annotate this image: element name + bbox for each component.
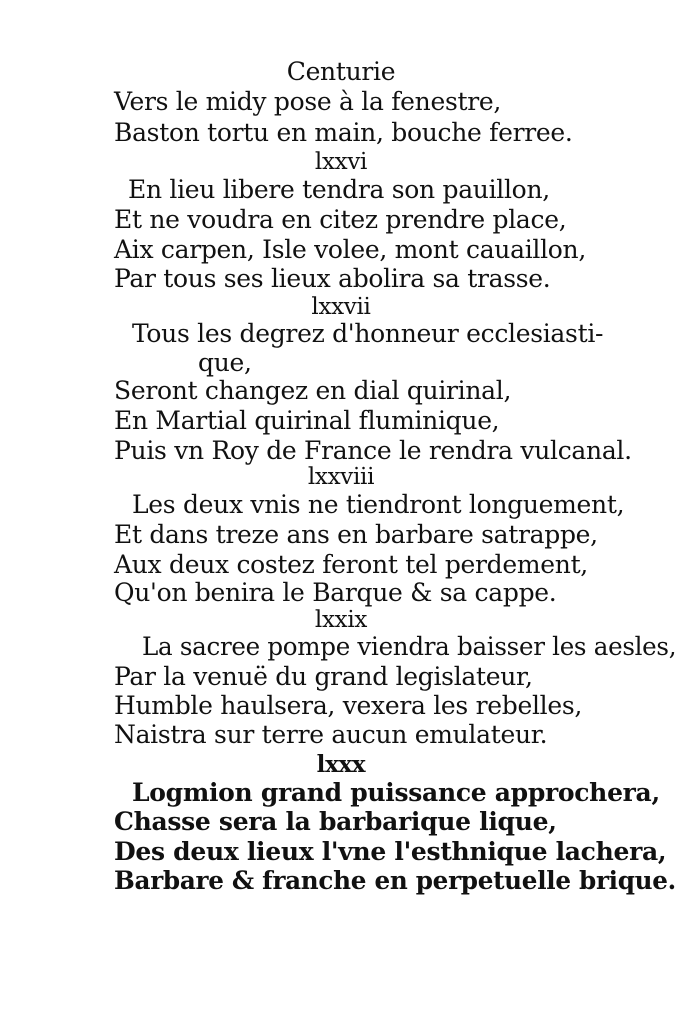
verse-line: Aix carpen, Isle volee, mont cauaillon, — [114, 235, 586, 264]
verse-line: Puis vn Roy de France le rendra vulcanal. — [114, 436, 632, 465]
verse-line: Logmion grand puissance approchera, — [132, 778, 660, 807]
verse-line: La sacree pompe viendra baisser les aesles, — [142, 632, 677, 661]
verse-line: Humble haulsera, vexera les rebelles, — [114, 691, 583, 720]
verse-line: Aux deux costez feront tel perdement, — [114, 550, 588, 579]
verse-line: Qu'on benira le Barque & sa cappe. — [114, 578, 557, 607]
verse-line: En lieu libere tendra son pauillon, — [128, 175, 550, 204]
verse-line: Barbare & franche en perpetuelle brique. — [114, 866, 676, 895]
verse-line: Vers le midy pose à la fenestre, — [114, 87, 502, 116]
quatrain-numeral: lxxx — [316, 751, 366, 778]
verse-line: Et dans treze ans en barbare satrappe, — [114, 520, 598, 549]
verse-line: Des deux lieux l'vne l'esthnique lachera, — [114, 837, 667, 866]
verse-line: Et ne voudra en citez prendre place, — [114, 205, 567, 234]
running-head: Centurie — [286, 57, 396, 86]
quatrain-numeral: lxxix — [314, 607, 368, 633]
quatrain-numeral: lxxvi — [314, 149, 368, 175]
quatrain-numeral: lxxvii — [311, 294, 371, 320]
verse-line: Baston tortu en main, bouche ferree. — [114, 118, 573, 147]
quatrain-numeral: lxxviii — [307, 464, 375, 490]
verse-line: Chasse sera la barbarique lique, — [114, 807, 557, 836]
verse-line: Par tous ses lieux abolira sa trasse. — [114, 264, 551, 293]
verse-line: Seront changez en dial quirinal, — [114, 376, 512, 405]
verse-line: Tous les degrez d'honneur ecclesiasti- — [132, 319, 604, 348]
verse-line: Les deux vnis ne tiendront longuement, — [132, 490, 625, 519]
verse-line: En Martial quirinal fluminique, — [114, 406, 500, 435]
verse-line: Naistra sur terre aucun emulateur. — [114, 720, 548, 749]
verse-line: que, — [198, 348, 252, 377]
verse-line: Par la venuë du grand legislateur, — [114, 662, 533, 691]
